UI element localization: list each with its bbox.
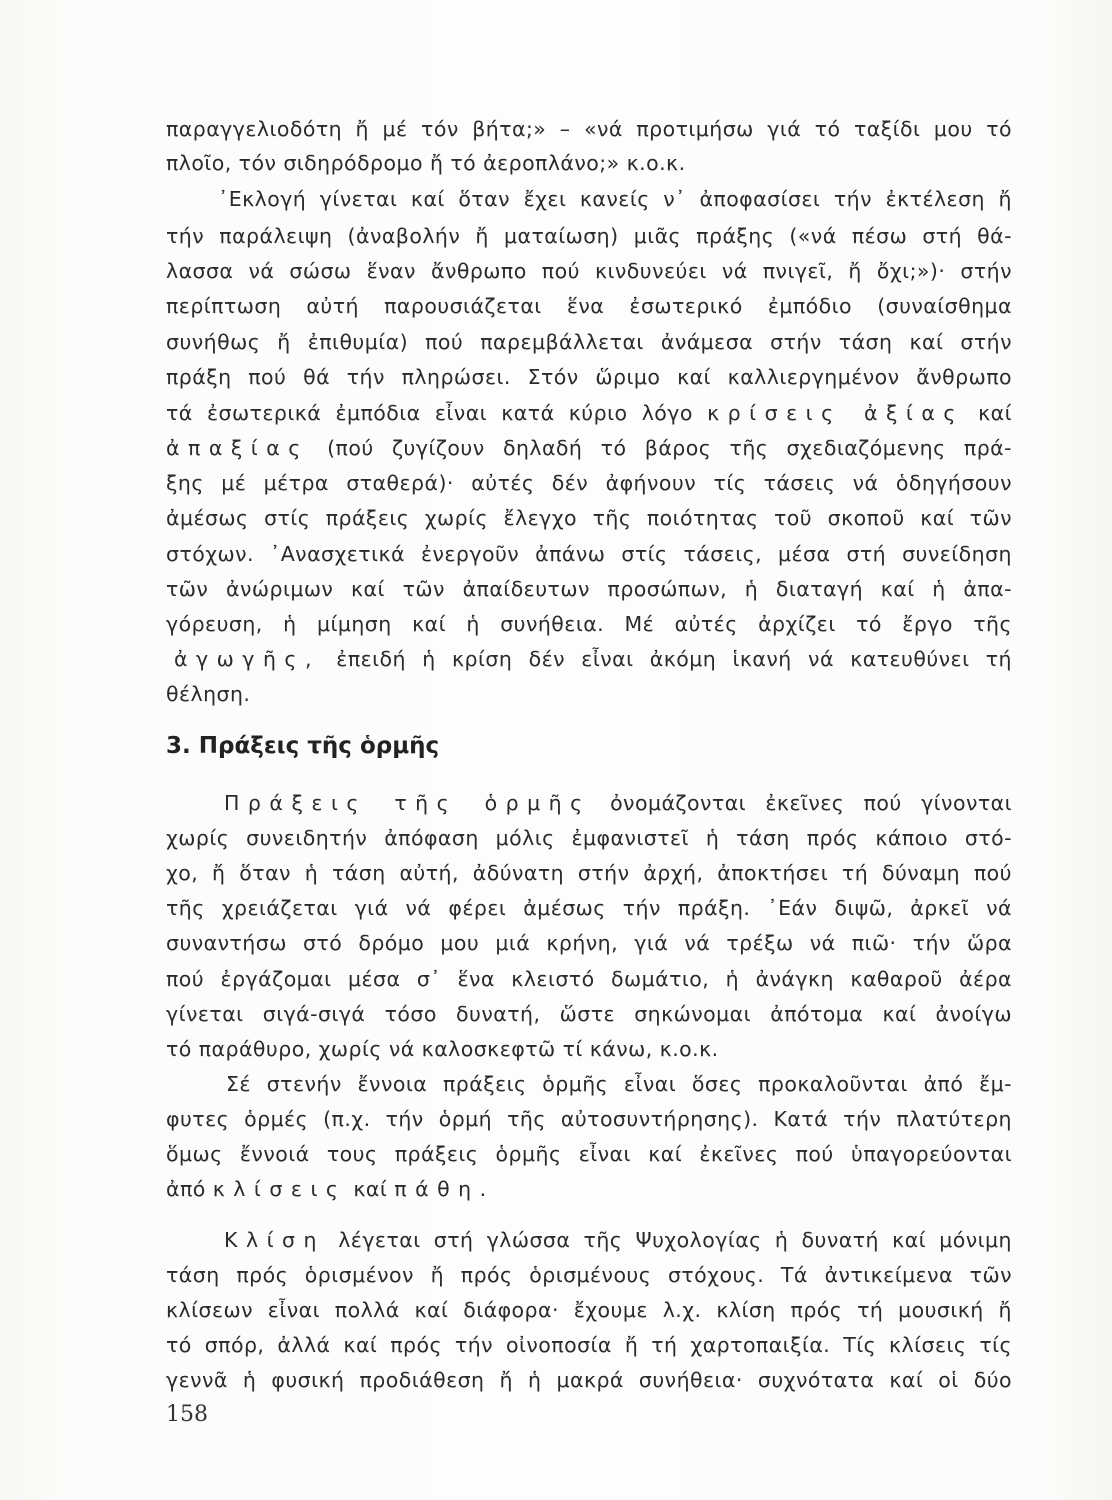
- text-line: τό σπόρ, ἀλλά καί πρός τήν οἰνοποσία ἤ τή χαρτοπαιξία. Τίς κλίσεις τίς: [166, 1333, 1012, 1357]
- text-line: ὅμως ἔννοιά τους πράξεις ὁρμῆς εἶναι καί ἐκεῖνες πού ὑπαγορεύονται: [166, 1142, 1012, 1166]
- text-run: (πού ζυγίζουν δηλαδή τό βάρος τῆς σχεδιαζόμενης πρά-: [308, 436, 1012, 460]
- paragraph-first-line: Σέ στενήν ἔννοια πράξεις ὁρμῆς εἶναι ὅσες προκαλοῦνται ἀπό ἔμ-: [226, 1072, 1012, 1096]
- text-run: λέγεται στή γλώσσα τῆς Ψυχολογίας ἡ δυνατή καί μόνιμη: [325, 1228, 1012, 1252]
- paragraph-first-line: [166, 790, 1012, 816]
- text-run: ὀνομάζονται ἐκεῖνες πού γίνονται: [590, 791, 1012, 815]
- text-line: [166, 435, 1012, 461]
- text-line: συναντήσω στό δρόμο μου μιά κρήνη, γιά νά τρέξω νά πιῶ· τήν ὥρα: [166, 931, 1012, 955]
- text-run: τά ἐσωτερικά ἐμπόδια εἶναι κατά κύριο λόγο: [166, 401, 708, 425]
- text-line: κλίσεων εἶναι πολλά καί διάφορα· ἔχουμε λ.χ. κλίση πρός τή μουσική ἤ: [166, 1298, 1012, 1322]
- text-line: περίπτωση αὐτή παρουσιάζεται ἕνα ἐσωτερικό ἐμπόδιο (συναίσθημα: [166, 294, 1012, 318]
- spaced-term-inclinations: κλίσεις: [212, 1177, 347, 1201]
- text-run: καί: [346, 1177, 395, 1201]
- text-line: πράξη πού θά τήν πληρώσει. Στόν ὥριμο καί καλλιεργημένον ἄνθρωπο: [166, 365, 1012, 389]
- spaced-term-value-judgments: κρίσεις ἀξίας: [707, 401, 964, 425]
- text-line: λασσα νά σώσω ἕναν ἄνθρωπο πού κινδυνεύει νά πνιγεῖ, ἤ ὄχι;»)· στήν: [166, 259, 1012, 283]
- text-line: τήν παράλειψη (ἀναβολήν ἤ ματαίωση) μιᾶς πράξης («νά πέσω στή θά-: [166, 224, 1012, 248]
- text-line: παραγγελιοδότη ἤ μέ τόν βήτα;» – «νά προτιμήσω γιά τό ταξίδι μου τό: [166, 117, 1012, 141]
- text-line: τάση πρός ὁρισμένον ἤ πρός ὁρισμένους στόχους. Τά ἀντικείμενα τῶν: [166, 1263, 1012, 1287]
- text-line: τῶν ἀνώριμων καί τῶν ἀπαίδευτων προσώπων, ἡ διαταγή καί ἡ ἀπα-: [166, 577, 1012, 601]
- text-line: φυτες ὁρμές (π.χ. τήν ὁρμή τῆς αὐτοσυντήρησης). Κατά τήν πλατύτερη: [166, 1107, 1012, 1131]
- text-line: ἀμέσως στίς πράξεις χωρίς ἔλεγχο τῆς ποιότητας τοῦ σκοποῦ καί τῶν: [166, 506, 1012, 530]
- text-line: χο, ἤ ὅταν ἡ τάση αὐτή, ἀδύνατη στήν ἀρχή, ἀποκτήσει τή δύναμη πού: [166, 861, 1012, 885]
- text-line: πλοῖο, τόν σιδηρόδρομο ἤ τό ἀεροπλάνο;» κ.ο.κ.: [166, 151, 686, 175]
- paragraph-first-line: [166, 1227, 1012, 1253]
- spaced-term-inclination: Κλίση: [224, 1228, 325, 1252]
- text-line: γεννᾶ ἡ φυσική προδιάθεση ἤ ἡ μακρά συνήθεια· συχνότατα καί οἱ δύο: [166, 1368, 1012, 1392]
- section-heading: 3. Πράξεις τῆς ὁρμῆς: [166, 733, 440, 759]
- spaced-term-impulse-acts: Πράξεις τῆς ὁρμῆς: [224, 791, 591, 815]
- text-line: στόχων. ᾿Ανασχετικά ἐνεργοῦν ἀπάνω στίς τάσεις, μέσα στή συνείδηση: [166, 542, 1012, 566]
- text-line: ξης μέ μέτρα σταθερά)· αὐτές δέν ἀφήνουν τίς τάσεις νά ὁδηγήσουν: [166, 471, 1012, 495]
- text-line: γίνεται σιγά-σιγά τόσο δυνατή, ὥστε σηκώνομαι ἀπότομα καί ἀνοίγω: [166, 1002, 1012, 1026]
- spaced-term-disvalue: ἀπαξίας: [166, 436, 309, 460]
- text-line: [166, 1176, 495, 1202]
- text-line: πού ἐργάζομαι μέσα σ᾿ ἕνα κλειστό δωμάτιο, ἡ ἀνάγκη καθαροῦ ἀέρα: [166, 967, 1012, 991]
- text-line: συνήθως ἤ ἐπιθυμία) πού παρεμβάλλεται ἀνάμεσα στήν τάση καί στήν: [166, 330, 1012, 354]
- text-line: τῆς χρειάζεται γιά νά φέρει ἀμέσως τήν πράξη. ᾿Εάν διψῶ, ἀρκεῖ νά: [166, 896, 1012, 920]
- text-line: θέληση.: [166, 682, 251, 706]
- text-line: χωρίς συνειδητήν ἀπόφαση μόλις ἐμφανιστεῖ ἡ τάση πρός κάποιο στό-: [166, 826, 1012, 850]
- spaced-term-passions: πάθη.: [394, 1177, 495, 1201]
- text-run: ἐπειδή ἡ κρίση δέν εἶναι ἀκόμη ἱκανή νά κατευθύνει τή: [319, 647, 1012, 671]
- page-number: 158: [166, 1402, 208, 1427]
- text-line: τό παράθυρο, χωρίς νά καλοσκεφτῶ τί κάνω, κ.ο.κ.: [166, 1037, 719, 1061]
- text-line: [166, 646, 1012, 672]
- text-run: ἀπό: [166, 1177, 213, 1201]
- text-line: [166, 400, 1012, 426]
- paragraph-first-line: ᾿Εκλογή γίνεται καί ὅταν ἔχει κανείς ν᾿ ἀποφασίσει τήν ἐκτέλεση ἤ: [218, 187, 1012, 211]
- text-line: γόρευση, ἡ μίμηση καί ἡ συνήθεια. Μέ αὐτές ἀρχίζει τό ἔργο τῆς: [166, 612, 1012, 636]
- spaced-term-education: ἀγωγῆς,: [174, 647, 320, 671]
- text-run: καί: [963, 401, 1012, 425]
